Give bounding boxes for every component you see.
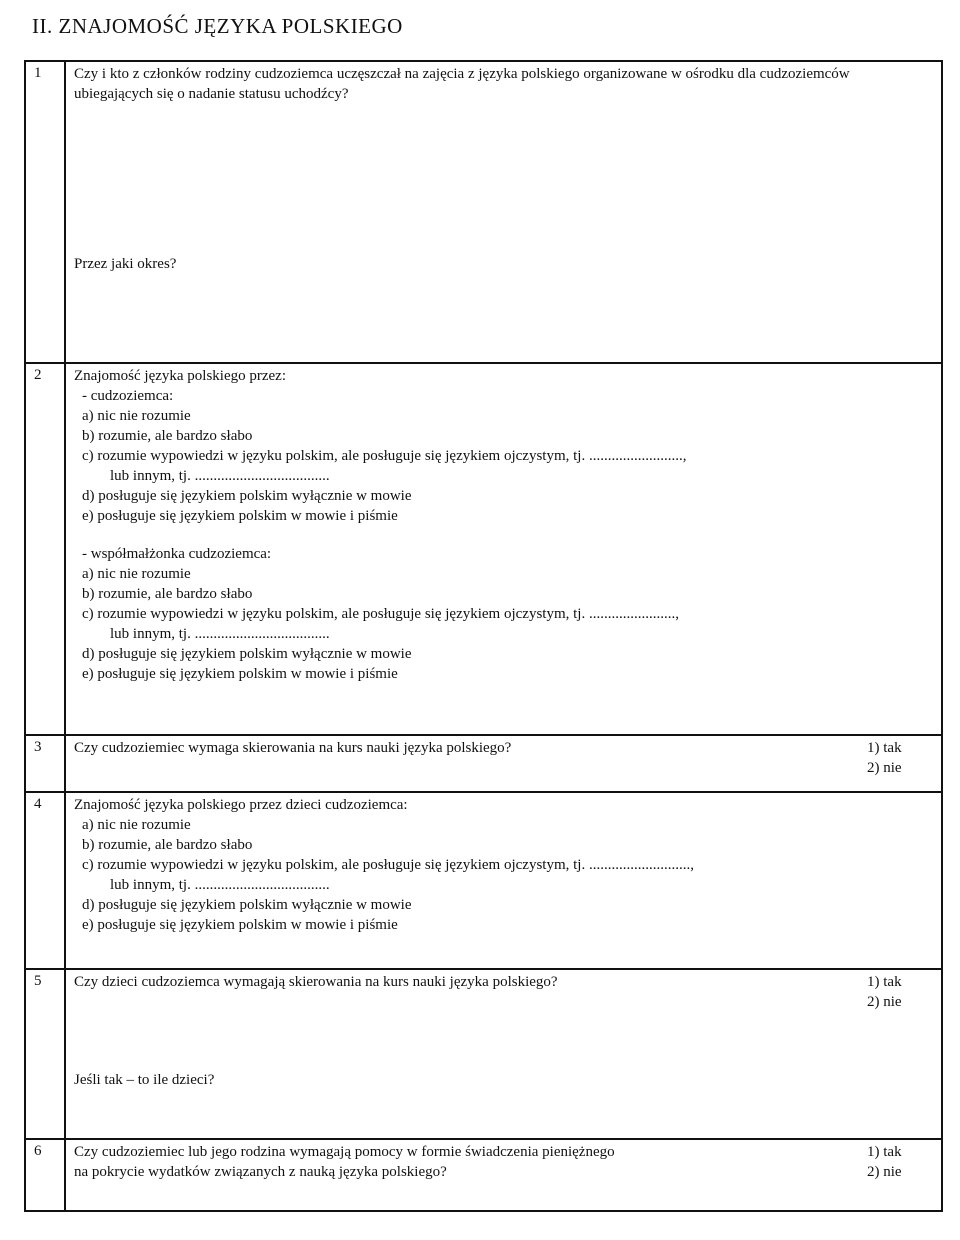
question-intro: Znajomość języka polskiego przez: — [74, 368, 287, 384]
group-person-label: - cudzoziemca: — [82, 388, 174, 404]
row-content — [66, 793, 941, 968]
option-no: 2) nie — [867, 1164, 902, 1180]
question-intro: Znajomość języka polskiego przez dzieci cudzoziemca: — [74, 797, 408, 813]
row-number: 6 — [26, 1140, 66, 1210]
question-row-6 — [26, 1138, 941, 1210]
question-text — [74, 1142, 867, 1182]
followup-question: Jeśli tak – to ile dzieci? — [74, 1072, 215, 1088]
row-number: 1 — [26, 62, 66, 362]
option-no: 2) nie — [867, 760, 902, 776]
row-number: 3 — [26, 736, 66, 791]
answer-option-continuation: lub innym, tj. .................................... — [110, 626, 330, 642]
answer-option: e) posługuje się językiem polskim w mowie i piśmie — [82, 508, 398, 524]
answer-option: c) rozumie wypowiedzi w języku polskim, ale posługuje się językiem ojczystym, tj. ..........................., — [82, 857, 694, 873]
option-yes: 1) tak — [867, 740, 902, 756]
question-line: Czy cudzoziemiec lub jego rodzina wymagają pomocy w formie świadczenia pieniężnego — [74, 1144, 615, 1160]
answer-options — [867, 738, 931, 778]
question-text: Czy dzieci cudzoziemca wymagają skierowania na kurs nauki języka polskiego? — [74, 974, 558, 990]
answer-option: b) rozumie, ale bardzo słabo — [82, 586, 253, 602]
question-text: Czy i kto z członków rodziny cudzoziemca uczęszczał na zajęcia z języka polskiego organizowane w ośrodku dla cudzoziemców ubiegających się o nadanie statusu uchodźcy? — [74, 66, 850, 102]
questionnaire-table — [24, 60, 943, 1212]
option-yes: 1) tak — [867, 1144, 902, 1160]
answer-options — [867, 1142, 931, 1182]
option-yes: 1) tak — [867, 974, 902, 990]
answer-option: b) rozumie, ale bardzo słabo — [82, 837, 253, 853]
question-text: Czy cudzoziemiec wymaga skierowania na kurs nauki języka polskiego? — [74, 740, 512, 756]
question-row-3 — [26, 734, 941, 791]
answer-option-continuation: lub innym, tj. .................................... — [110, 468, 330, 484]
row-content — [66, 1140, 941, 1210]
answer-option: c) rozumie wypowiedzi w języku polskim, ale posługuje się językiem ojczystym, tj. ......................., — [82, 606, 679, 622]
question-row-5 — [26, 968, 941, 1138]
question-row-4 — [26, 791, 941, 968]
answer-option: e) posługuje się językiem polskim w mowie i piśmie — [82, 666, 398, 682]
answer-option-continuation: lub innym, tj. .................................... — [110, 877, 330, 893]
row-content — [66, 736, 941, 791]
answer-option: d) posługuje się językiem polskim wyłącznie w mowie — [82, 646, 412, 662]
page-title: II. ZNAJOMOŚĆ JĘZYKA POLSKIEGO — [32, 14, 403, 38]
question-row-2 — [26, 362, 941, 734]
answer-option: d) posługuje się językiem polskim wyłącznie w mowie — [82, 897, 412, 913]
answer-options — [867, 972, 931, 1012]
group-person-label: - współmałżonka cudzoziemca: — [82, 546, 272, 562]
row-content — [66, 364, 941, 734]
answer-option: c) rozumie wypowiedzi w języku polskim, ale posługuje się językiem ojczystym, tj. ........................., — [82, 448, 687, 464]
followup-question: Przez jaki okres? — [74, 256, 177, 272]
row-content — [66, 970, 941, 1138]
answer-option: b) rozumie, ale bardzo słabo — [82, 428, 253, 444]
answer-option: a) nic nie rozumie — [82, 566, 191, 582]
answer-option: a) nic nie rozumie — [82, 408, 191, 424]
question-row-1 — [26, 62, 941, 362]
answer-option: d) posługuje się językiem polskim wyłącznie w mowie — [82, 488, 412, 504]
row-number: 5 — [26, 970, 66, 1138]
answer-option: e) posługuje się językiem polskim w mowie i piśmie — [82, 917, 398, 933]
row-number: 2 — [26, 364, 66, 734]
option-no: 2) nie — [867, 994, 902, 1010]
row-number: 4 — [26, 793, 66, 968]
answer-option: a) nic nie rozumie — [82, 817, 191, 833]
row-content — [66, 62, 941, 362]
question-line: na pokrycie wydatków związanych z nauką języka polskiego? — [74, 1164, 447, 1180]
